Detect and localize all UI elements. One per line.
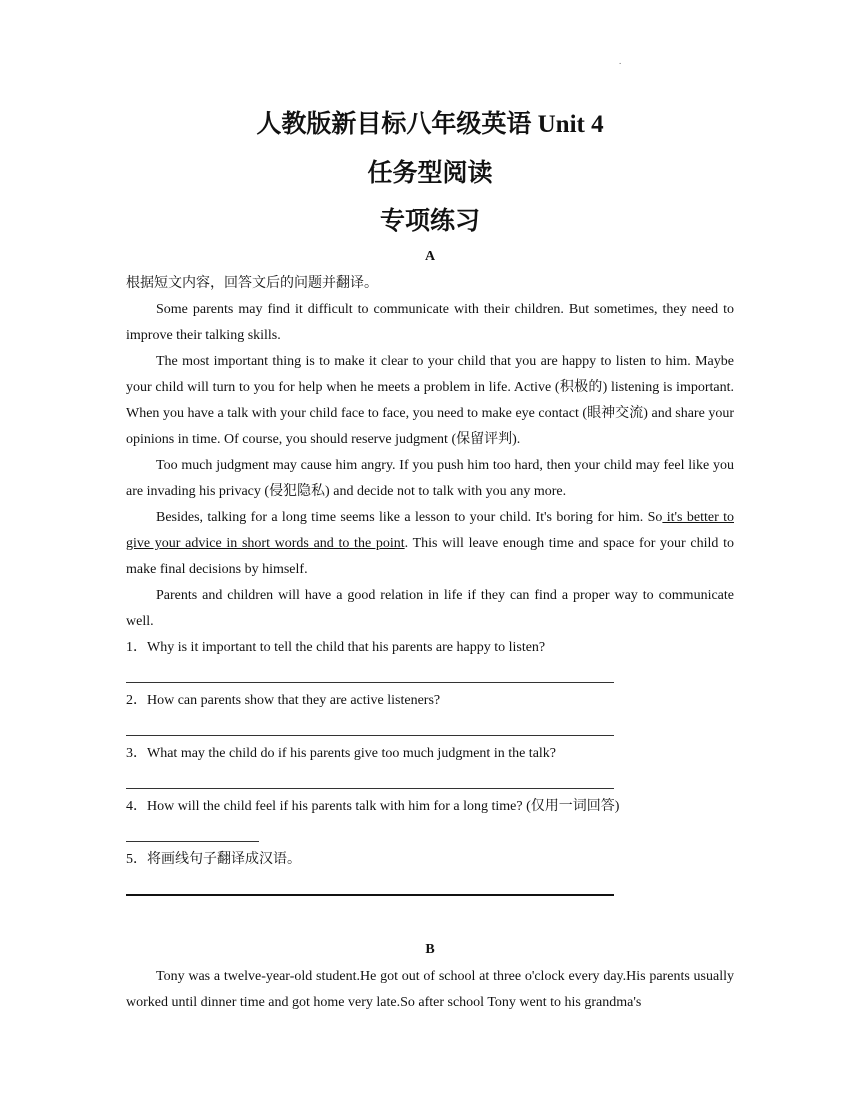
section-a-label: A [424,249,436,264]
document-title: 人教版新目标八年级英语 Unit 4 [256,111,604,138]
answer-line-1[interactable] [126,682,614,683]
question-5: 5．将画线句子翻译成汉语。 [126,852,301,867]
paragraph: Parents and children will have a good relation in life if they can find a proper way to communicate well. [126,588,734,629]
paragraph: Some parents may find it difficult to communicate with their children. But sometimes, they need to improve their talking skills. [126,302,734,343]
section-a-body [126,271,734,901]
underlined-sentence: it's better to give your advice in short words and to the point [126,510,734,551]
question-2: 2．How can parents show that they are active listeners? [126,693,441,708]
question-1: 1．Why is it important to tell the child that his parents are happy to listen? [126,640,546,655]
document-subtitle: 任务型阅读 [367,160,493,187]
section-b-body [126,964,734,1016]
instruction: 根据短文内容，回答文后的问题并翻译。 [126,276,378,291]
paragraph: The most important thing is to make it clear to your child that you are happy to listen to him. Maybe your child will turn to you for help when he meets a problem in life. Active (积极的) listening is important. When you have a talk with your child face to face, you need to make eye contact (眼神交流) and share your opinions in time. Of course, you should reserve judgment (保留评判). [126,354,734,447]
paragraph: Tony was a twelve-year-old student.He got out of school at three o'clock every day.His parents usually worked until dinner time and got home very late.So after school Tony went to his grandma's [126,969,734,1010]
paragraph-text: . This will leave enough time and space for your child to make final decisions by himself. [126,536,734,577]
paragraph: Too much judgment may cause him angry. If you push him too hard, then your child may feel like you are invading his privacy (侵犯隐私) and decide not to talk with you any more. [126,458,734,499]
answer-line-2[interactable] [126,735,614,736]
corner-mark: . [619,56,622,66]
document-subtitle-2: 专项练习 [379,208,480,235]
section-b-label: B [425,942,435,957]
answer-line-5[interactable] [126,894,614,896]
paragraph-text: Besides, talking for a long time seems like a lesson to your child. It's boring for him. So [156,510,663,525]
answer-line-4[interactable] [126,841,259,842]
answer-line-3[interactable] [126,788,614,789]
paragraph [126,505,734,583]
question-3: 3．What may the child do if his parents give too much judgment in the talk? [126,746,557,761]
question-4: 4．How will the child feel if his parents talk with him for a long time? (仅用一词回答) [126,799,620,814]
